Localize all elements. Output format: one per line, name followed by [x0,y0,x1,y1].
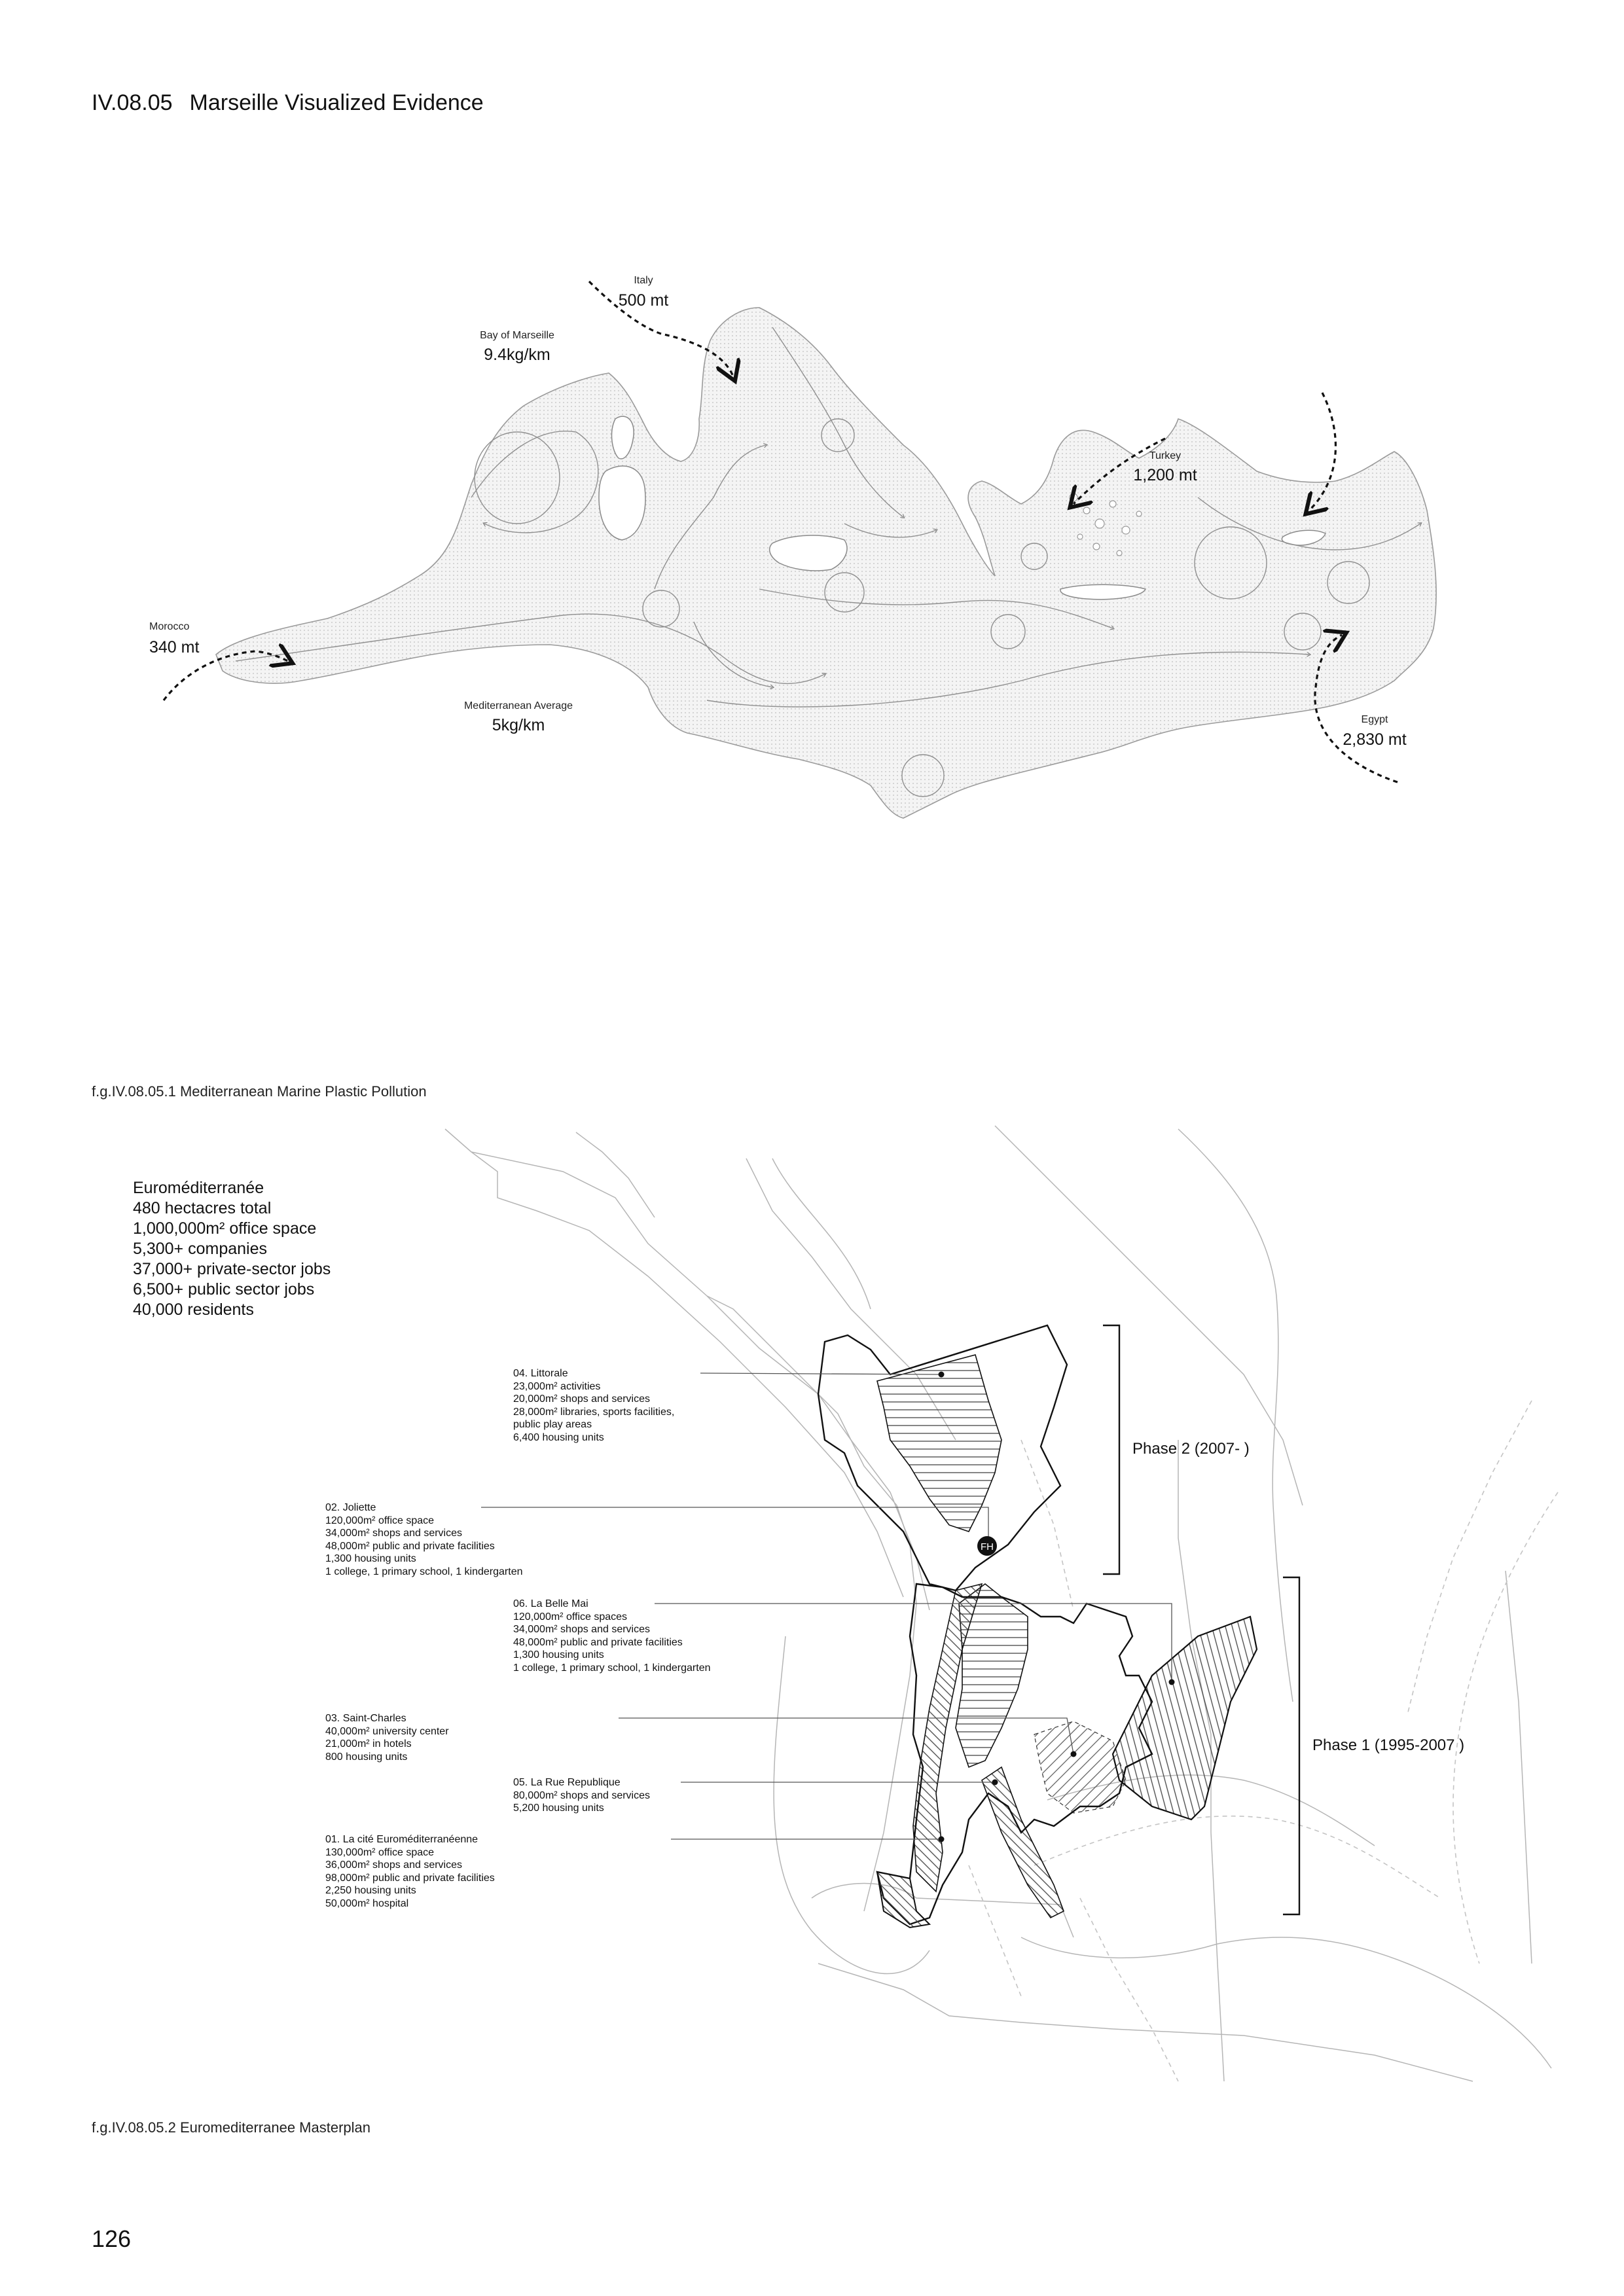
stats-title: Euroméditerranée [133,1179,264,1197]
figure1-caption: f.g.IV.08.05.1 Mediterranean Marine Plastic Pollution [92,1083,427,1100]
phase2-label: Phase 2 (2007- ) [1132,1440,1250,1458]
page-number: 126 [92,2225,132,2252]
section-title: Marseille Visualized Evidence [189,90,484,115]
district-littorale: 04. Littorale 23,000m² activities 20,000m² shops and services 28,000m² libraries, sports facilities, public play areas 6,400 housing units [513,1368,675,1443]
district-saint-charles: 03. Saint-Charles 40,000m² university center 21,000m² in hotels 800 housing units [325,1713,449,1763]
value-morocco: 340 mt [149,638,200,656]
zone-belle-mai-east [1113,1617,1257,1820]
label-turkey: Turkey [1149,450,1182,461]
value-bay-of-marseille: 9.4kg/km [484,346,550,364]
figure2-caption: f.g.IV.08.05.2 Euromediterranee Masterplan [92,2119,371,2136]
label-italy: Italy [634,275,653,286]
masterplan-zones [818,1325,1257,1928]
district-la-cite-euromediterraneenne: 01. La cité Euroméditerranéenne 130,000m² office space 36,000m² shops and services 98,000m² public and private facilities 2,250 housing units 50,000m² hospital [325,1834,495,1909]
section-number: IV.08.05 [92,90,173,115]
stats-line: 480 hectacres total [133,1199,272,1217]
label-bay-of-marseille: Bay of Marseille [480,330,554,341]
phase1-label: Phase 1 (1995-2007 ) [1312,1736,1465,1754]
district-la-rue-republique: 05. La Rue Republique 80,000m² shops and services 5,200 housing units [513,1777,650,1814]
value-turkey: 1,200 mt [1133,466,1197,484]
value-mediterranean-average: 5kg/km [492,716,545,734]
phase1-bracket [1283,1577,1299,1914]
district-joliette: 02. Joliette 120,000m² office space 34,000m² shops and services 48,000m² public and private facilities 1,300 housing units 1 college, 1 primary school, 1 kindergarten [325,1502,523,1577]
stats-line: 1,000,000m² office space [133,1219,317,1238]
mediterranean-pollution-map [0,249,1624,864]
value-egypt: 2,830 mt [1343,730,1407,749]
label-mediterranean-average: Mediterranean Average [463,700,573,711]
value-italy: 500 mt [618,291,669,310]
stats-line: 37,000+ private-sector jobs [133,1260,331,1278]
zone-cite-block [877,1872,929,1928]
stats-line: 5,300+ companies [133,1240,268,1258]
phase2-bracket [1103,1325,1119,1574]
stats-line: 40,000 residents [133,1300,254,1319]
page-heading [92,90,484,116]
fh-marker-label: FH [981,1541,994,1552]
district-la-belle-mai: 06. La Belle Mai 120,000m² office spaces 34,000m² shops and services 48,000m² public and private facilities 1,300 housing units 1 college, 1 primary school, 1 kindergarten [513,1598,711,1674]
label-morocco: Morocco [149,621,190,632]
label-egypt: Egypt [1361,714,1388,725]
stats-line: 6,500+ public sector jobs [133,1280,315,1299]
euromediterranee-stats [133,1178,331,1320]
